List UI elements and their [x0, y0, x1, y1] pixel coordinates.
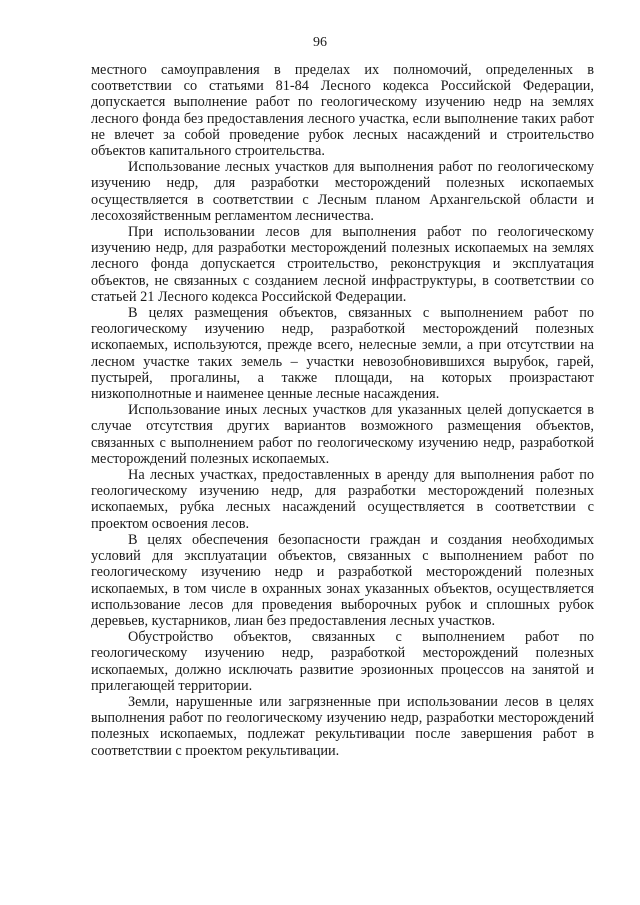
paragraph-9: Земли, нарушенные или загрязненные при использовании лесов в целях выполнения работ по геологическому изучению недр, разработки месторождений полезных ископаемых, подлежат рекультивации после завершения работ в соответствии с проектом рекультивации. [91, 693, 594, 759]
page-number: 96 [313, 35, 327, 50]
paragraph-1: местного самоуправления в пределах их полномочий, определенных в соответствии со статьями 81-84 Лесного кодекса Российской Федерации, допускается выполнение работ по геологическому изучению недр на землях лесного фонда без предоставления лесного участка, если выполнение таких работ не влечет за собой проведение рубок лесных насаждений и строительство объектов капитального строительства. [91, 62, 594, 160]
paragraph-4: В целях размещения объектов, связанных с выполнением работ по геологическому изучению недр, разработкой месторождений полезных ископаемых, используются, прежде всего, нелесные земли, а при отсутствии на лесном участке таких земель – участки невозобновившихся вырубок, гарей, пустырей, прогалины, а также площади, на которых произрастают низкополнотные и наименее ценные лесные насаждения. [91, 305, 594, 403]
paragraph-5: Использование иных лесных участков для указанных целей допускается в случае отсутствия других вариантов возможного размещения объектов, связанных с выполнением работ по геологическому изучению недр, разработкой месторождений полезных ископаемых. [91, 402, 594, 467]
document-body [91, 62, 594, 759]
paragraph-2: Использование лесных участков для выполнения работ по геологическому изучению недр, для разработки месторождений полезных ископаемых осуществляется в соответствии с Лесным планом Архангельской области и лесохозяйственным регламентом лесничества. [91, 159, 594, 224]
paragraph-6: На лесных участках, предоставленных в аренду для выполнения работ по геологическому изучению недр, для разработки месторождений полезных ископаемых, рубка лесных насаждений осуществляется в соответствии с проектом освоения лесов. [91, 467, 594, 532]
paragraph-3: При использовании лесов для выполнения работ по геологическому изучению недр, для разработки месторождений полезных ископаемых на землях лесного фонда допускается строительство, реконструкция и эксплуатация объектов, не связанных с созданием лесной инфраструктуры, в соответствии со статьей 21 Лесного кодекса Российской Федерации. [91, 224, 594, 305]
paragraph-7: В целях обеспечения безопасности граждан и создания необходимых условий для эксплуатации объектов, связанных с выполнением работ по геологическому изучению недр и разработкой месторождений полезных ископаемых, в том числе в охранных зонах указанных объектов, осуществляется использование лесов для проведения выборочных рубок и сплошных рубок деревьев, кустарников, лиан без предоставления лесных участков. [91, 531, 594, 629]
paragraph-8: Обустройство объектов, связанных с выполнением работ по геологическому изучению недр, разработкой месторождений полезных ископаемых, должно исключать развитие эрозионных процессов на занятой и прилегающей территории. [91, 629, 594, 694]
